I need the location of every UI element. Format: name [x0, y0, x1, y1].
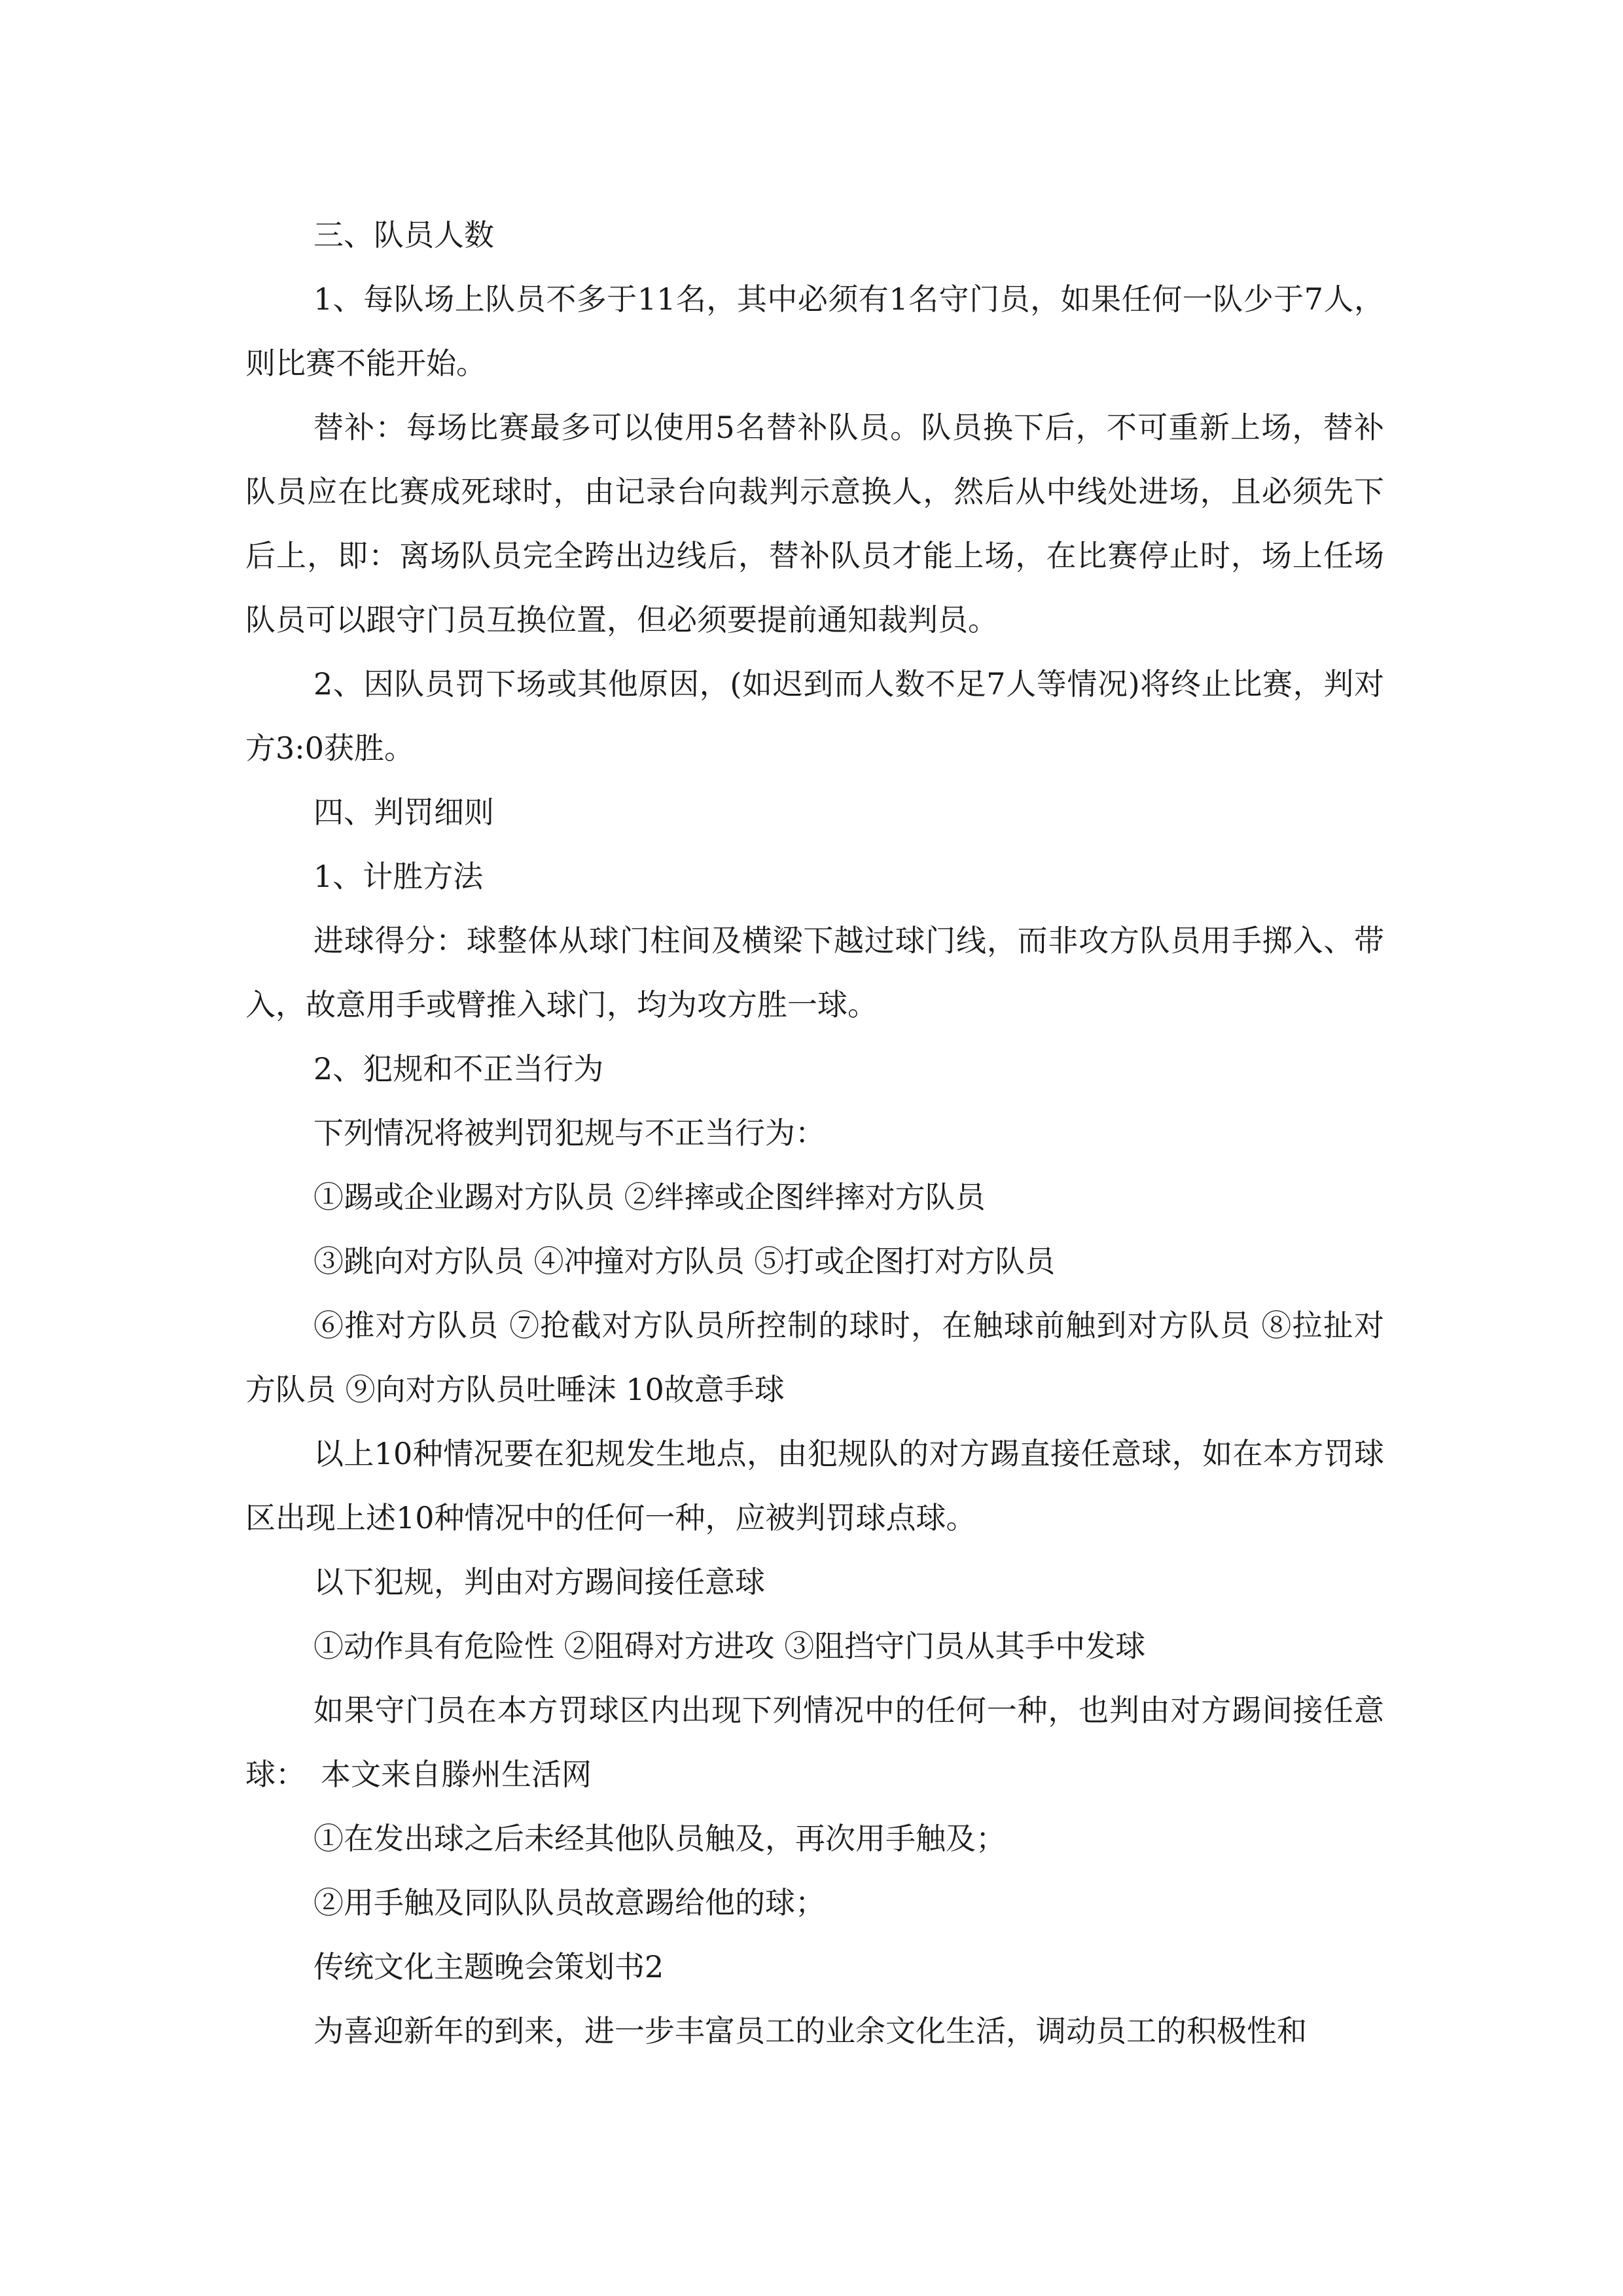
list-item-goalkeeper-2: ②用手触及同队队员故意踢给他的球； — [313, 1885, 825, 1920]
paragraph-goalkeeper-rules: 如果守门员在本方罚球区内出现下列情况中的任何一种，也判由对方踢间接任意球： 本文来自滕州生活网 — [245, 1693, 1384, 1792]
list-item-fouls-3: ⑥推对方队员 ⑦抢截对方队员所控制的球时，在触球前触到对方队员 ⑧拉扯对方队员 ⑨向对方队员吐唾沫 10故意手球 — [245, 1308, 1384, 1407]
subheading-fouls: 2、犯规和不正当行为 — [313, 1051, 604, 1086]
list-item-fouls-2: ③跳向对方队员 ④冲撞对方队员 ⑤打或企图打对方队员 — [313, 1244, 1056, 1279]
section-heading-plan-2: 传统文化主题晚会策划书2 — [313, 1949, 664, 1984]
paragraph-goal-scoring: 进球得分：球整体从球门柱间及横梁下越过球门线，而非攻方队员用手掷入、带入，故意用手或臂推入球门，均为攻方胜一球。 — [245, 923, 1384, 1022]
list-item-goalkeeper-1: ①在发出球之后未经其他队员触及，再次用手触及； — [313, 1821, 1006, 1856]
paragraph-indirect-intro: 以下犯规，判由对方踢间接任意球 — [313, 1564, 765, 1600]
paragraph-direct-free-kick: 以上10种情况要在犯规发生地点，由犯规队的对方踢直接任意球，如在本方罚球区出现上述10种情况中的任何一种，应被判罚球点球。 — [245, 1436, 1384, 1535]
document-page — [245, 203, 1384, 2063]
subheading-scoring: 1、计胜方法 — [313, 859, 484, 894]
section-heading-penalty-rules: 四、判罚细则 — [313, 795, 494, 830]
list-item-indirect-fouls: ①动作具有危险性 ②阻碍对方进攻 ③阻挡守门员从其手中发球 — [313, 1628, 1146, 1664]
section-heading-team-size: 三、队员人数 — [313, 217, 494, 253]
paragraph-fouls-intro: 下列情况将被判罚犯规与不正当行为： — [313, 1115, 825, 1151]
paragraph-plan-intro: 为喜迎新年的到来，进一步丰富员工的业余文化生活，调动员工的积极性和 — [313, 2013, 1307, 2049]
paragraph-substitutes: 替补：每场比赛最多可以使用5名替补队员。队员换下后，不可重新上场，替补队员应在比赛成死球时，由记录台向裁判示意换人，然后从中线处进场，且必须先下后上，即：离场队员完全跨出边线后，替补队员才能上场，在比赛停止时，场上任场队员可以跟守门员互换位置，但必须要提前通知裁判员。 — [245, 410, 1384, 637]
paragraph-team-minimum: 1、每队场上队员不多于11名，其中必须有1名守门员，如果任何一队少于7人，则比赛不能开始。 — [245, 281, 1384, 381]
list-item-fouls-1: ①踢或企业踢对方队员 ②绊摔或企图绊摔对方队员 — [313, 1179, 986, 1215]
paragraph-termination: 2、因队员罚下场或其他原因，(如迟到而人数不足7人等情况)将终止比赛，判对方3:0获胜。 — [245, 666, 1384, 766]
